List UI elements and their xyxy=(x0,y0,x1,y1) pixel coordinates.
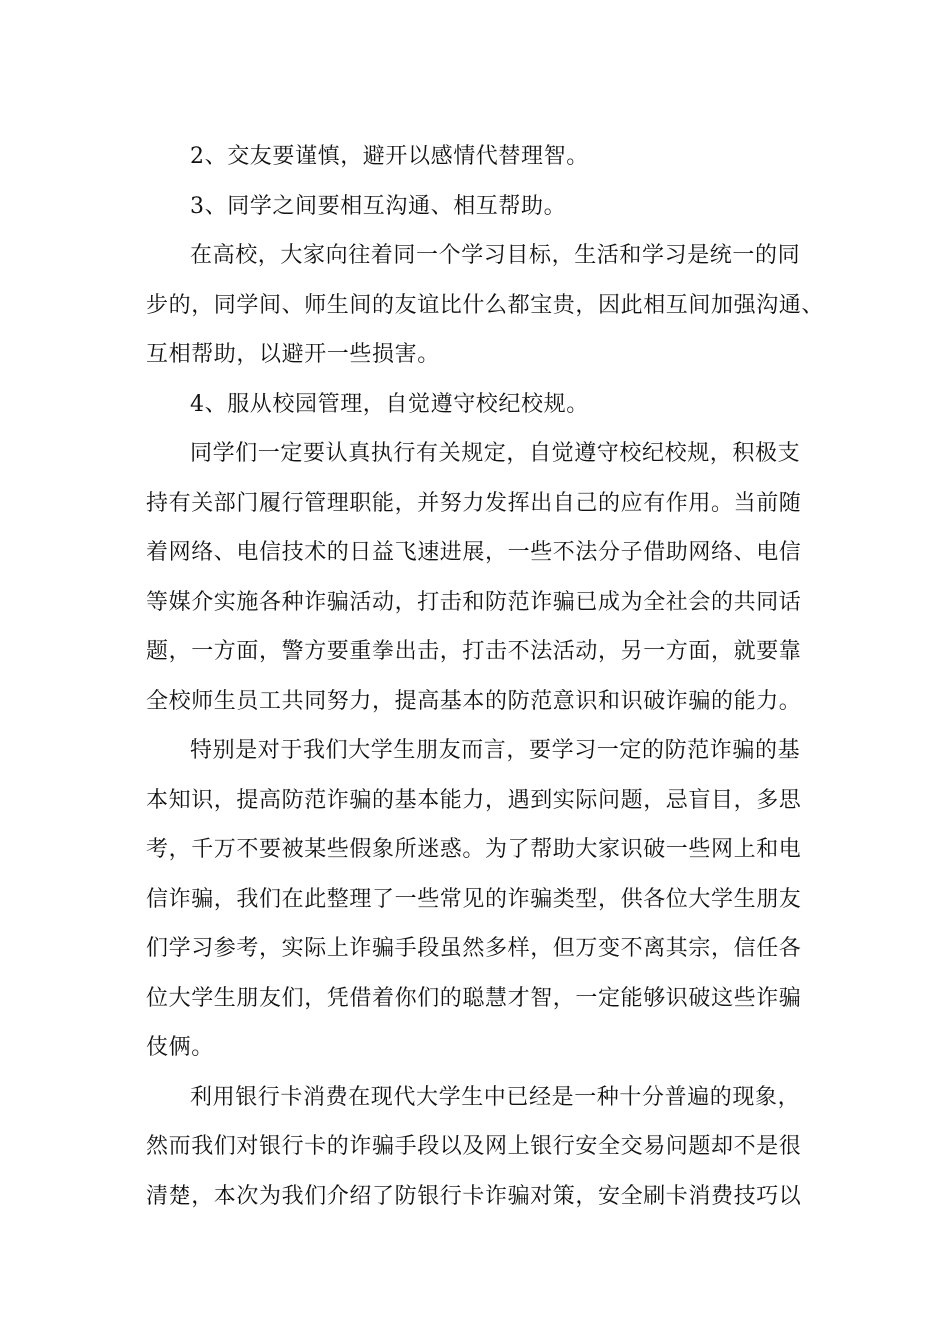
text-line: 考，千万不要被某些假象所迷惑。为了帮助大家识破一些网上和电 xyxy=(146,837,802,862)
document-body xyxy=(146,132,825,1221)
text-line: 信诈骗，我们在此整理了一些常见的诈骗类型，供各位大学生朋友 xyxy=(146,886,802,912)
text-line: 着网络、电信技术的日益飞速进展，一些不法分子借助网络、电信 xyxy=(146,540,802,565)
text-line: 同学们一定要认真执行有关规定，自觉遵守校纪校规，积极支 xyxy=(190,441,801,466)
text-line: 等媒介实施各种诈骗活动，打击和防范诈骗已成为全社会的共同话 xyxy=(146,589,802,615)
text-line: 全校师生员工共同努力，提高基本的防范意识和识破诈骗的能力。 xyxy=(146,688,802,714)
text-line: 然而我们对银行卡的诈骗手段以及网上银行安全交易问题却不是很 xyxy=(146,1134,802,1159)
text-line: 清楚，本次为我们介绍了防银行卡诈骗对策，安全刷卡消费技巧以 xyxy=(146,1183,802,1209)
text-line: 互相帮助，以避开一些损害。 xyxy=(146,342,440,367)
text-line: 特别是对于我们大学生朋友而言，要学习一定的防范诈骗的基 xyxy=(190,738,801,763)
text-line: 本知识，提高防范诈骗的基本能力，遇到实际问题，忌盲目，多思 xyxy=(146,787,802,813)
text-line: 在高校，大家向往着同一个学习目标，生活和学习是统一的同 xyxy=(190,243,801,268)
text-line: 位大学生朋友们，凭借着你们的聪慧才智，一定能够识破这些诈骗 xyxy=(146,985,802,1011)
text-line: 利用银行卡消费在现代大学生中已经是一种十分普遍的现象， xyxy=(190,1084,801,1110)
text-line: 们学习参考，实际上诈骗手段虽然多样，但万变不离其宗，信任各 xyxy=(146,936,802,961)
text-line: 伎俩。 xyxy=(146,1035,214,1060)
text-line: 持有关部门履行管理职能，并努力发挥出自己的应有作用。当前随 xyxy=(146,490,802,516)
text-line: 步的，同学间、师生间的友谊比什么都宝贵，因此相互间加强沟通、 xyxy=(146,292,825,318)
text-line: 3、同学之间要相互沟通、相互帮助。 xyxy=(190,193,567,219)
text-line: 4、服从校园管理，自觉遵守校纪校规。 xyxy=(190,391,589,417)
text-line: 题，一方面，警方要重拳出击，打击不法活动，另一方面，就要靠 xyxy=(146,639,802,664)
text-line: 2、交友要谨慎，避开以感情代替理智。 xyxy=(190,144,589,169)
